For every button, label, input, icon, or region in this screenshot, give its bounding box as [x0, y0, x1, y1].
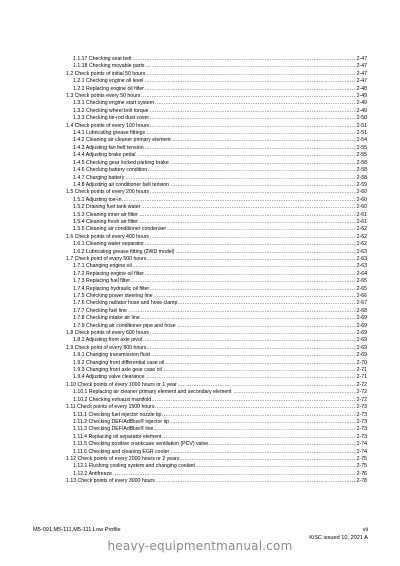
toc-entry[interactable]	[61, 323, 367, 330]
toc-entry-page: 2-55	[356, 144, 367, 151]
toc-entry-page: 2-69	[356, 322, 367, 329]
toc-entry-title: 1.12 Check points of every 2000 hours or 2 years	[61, 456, 180, 462]
toc-entry-page: 2-73	[356, 418, 367, 425]
toc-entry-page: 2-69	[356, 315, 367, 322]
toc-entry[interactable]	[61, 71, 367, 78]
toc-entry-title: 1.11.5 Checking positive crankcase ventilation (PCV) valve	[61, 441, 209, 447]
toc-entry[interactable]	[61, 241, 367, 248]
toc-entry-title: 1.4.8 Adjusting air conditioner belt tension	[61, 182, 170, 188]
toc-entry-title: 1.5.2 Draining fuel tank water	[61, 204, 141, 210]
toc-entry-page: 2-63	[356, 248, 367, 255]
toc-entry-title: 1.11.3 Checking DEF/AdBlue® line	[61, 426, 154, 432]
toc-entry-page: 2-47	[356, 70, 367, 77]
toc-entry[interactable]	[61, 330, 367, 337]
toc-entry-page: 2-62	[356, 233, 367, 240]
toc-entry[interactable]	[61, 189, 367, 196]
toc-entry-page: 2-70	[356, 359, 367, 366]
toc-entry-title: 1.7.1 Changing engine oil	[61, 263, 133, 269]
toc-entry-page: 2-78	[356, 478, 367, 485]
toc-entry-page: 2-62	[356, 241, 367, 248]
toc-entry[interactable]	[61, 86, 367, 93]
toc-entry-page: 2-73	[356, 411, 367, 418]
toc-entry[interactable]	[61, 367, 367, 374]
toc-entry-page: 2-65	[356, 285, 367, 292]
toc-entry-page: 2-60	[356, 204, 367, 211]
toc-entry-title: 1.4.5 Checking gear locked parking brake	[61, 160, 170, 166]
toc-entry-page: 2-74	[356, 441, 367, 448]
toc-entry-title: 1.9.4 Adjusting valve clearance	[61, 374, 146, 380]
toc-entry-title: 1.4.3 Adjusting fan belt tension	[61, 145, 145, 151]
toc-entry-page: 2-49	[356, 107, 367, 114]
toc-entry-title: 1.8 Check points of every 600 hours	[61, 330, 150, 336]
toc-entry-page: 2-69	[356, 330, 367, 337]
toc-entry-title: 1.9.3 Changing front axle gear case oil	[61, 367, 163, 373]
toc-entry[interactable]	[61, 137, 367, 144]
toc-entry-page: 2-58	[356, 159, 367, 166]
toc-entry[interactable]	[61, 56, 367, 63]
toc-entry[interactable]	[61, 263, 367, 270]
toc-entry-page: 2-61	[356, 211, 367, 218]
toc-entry-title: 1.6.2 Lubricating grease fitting (2WD model)	[61, 249, 176, 255]
toc-entry-page: 2-69	[356, 337, 367, 344]
toc-entry[interactable]	[61, 360, 367, 367]
toc-entry[interactable]	[61, 404, 367, 411]
toc-entry-title: 1.4.4 Adjusting brake pedal	[61, 152, 137, 158]
toc-entry[interactable]	[61, 463, 367, 470]
table-of-contents	[61, 56, 367, 486]
toc-entry[interactable]	[61, 197, 367, 204]
toc-entry[interactable]	[61, 63, 367, 70]
toc-entry-page: 2-69	[356, 344, 367, 351]
toc-entry[interactable]	[61, 434, 367, 441]
toc-entry[interactable]	[61, 337, 367, 344]
toc-entry-title: 1.3.3 Checking tie-rod dust cover	[61, 115, 150, 121]
toc-entry-title: 1.4.6 Checking battery condition	[61, 167, 148, 173]
toc-entry-title: 1.1.17 Checking seat belt	[61, 56, 133, 62]
toc-entry-title: 1.5 Check points of every 200 hours	[61, 189, 150, 195]
toc-entry[interactable]	[61, 123, 367, 130]
toc-entry-title: 1.11.2 Checking DEF/AdBlue® injector tip	[61, 419, 170, 425]
toc-entry-title: 1.3 Check points every 50 hours	[61, 93, 141, 99]
toc-entry-title: 1.5.4 Cleaning fresh air filter	[61, 219, 139, 225]
toc-entry[interactable]	[61, 278, 367, 285]
toc-entry-page: 2-51	[356, 122, 367, 129]
toc-entry-page: 2-71	[356, 374, 367, 381]
toc-entry-page: 2-72	[356, 396, 367, 403]
toc-entry-title: 1.4.2 Cleaning air cleaner primary element	[61, 137, 172, 143]
toc-entry-title: 1.10 Check points of every 1000 hours or 1 year	[61, 382, 178, 388]
toc-entry[interactable]	[61, 352, 367, 359]
toc-entry[interactable]	[61, 293, 367, 300]
toc-entry-page: 2-47	[356, 56, 367, 62]
toc-entry-page: 2-51	[356, 130, 367, 137]
toc-entry-title: 1.7.3 Replacing fuel filter	[61, 278, 131, 284]
toc-entry-title: 1.5.1 Adjusting toe-in	[61, 197, 122, 203]
toc-entry-page: 2-61	[356, 218, 367, 225]
toc-entry-page: 2-60	[356, 196, 367, 203]
toc-entry-title: 1.9 Check point of every 800 hours	[61, 345, 147, 351]
toc-entry-title: 1.7.9 Checking air conditioner pipe and hose	[61, 323, 177, 329]
toc-entry[interactable]	[61, 175, 367, 182]
toc-entry-title: 1.2 Check points of initial 50 hours	[61, 71, 146, 77]
toc-entry-page: 2-72	[356, 381, 367, 388]
toc-entry[interactable]	[61, 478, 367, 485]
toc-entry[interactable]	[61, 93, 367, 100]
toc-entry-title: 1.13 Check points of every 3000 hours	[61, 478, 156, 484]
toc-entry[interactable]	[61, 426, 367, 433]
toc-entry-title: 1.7.5 Checking power steering line	[61, 293, 154, 299]
toc-entry-page: 2-49	[356, 93, 367, 100]
toc-entry[interactable]	[61, 315, 367, 322]
toc-entry-page: 2-62	[356, 226, 367, 233]
toc-entry-page: 2-73	[356, 433, 367, 440]
toc-entry-title: 1.9.1 Changing transmission fluid	[61, 352, 151, 358]
toc-entry-title: 1.7.6 Checking radiator hose and hose clamp	[61, 300, 178, 306]
footer-issue: KiSC issued 10, 2021 A	[309, 535, 368, 541]
toc-entry-title: 1.6 Check points of every 400 hours	[61, 234, 150, 240]
toc-entry-page: 2-63	[356, 255, 367, 262]
toc-entry[interactable]	[61, 397, 367, 404]
toc-entry-page: 2-63	[356, 263, 367, 270]
toc-entry-page: 2-50	[356, 115, 367, 122]
toc-entry-page: 2-75	[356, 463, 367, 470]
toc-entry-title: 1.5.3 Cleaning inner air filter	[61, 212, 139, 218]
toc-entry-title: 1.3.2 Checking wheel bolt torque	[61, 108, 150, 114]
footer-page-number: vii	[362, 527, 368, 533]
toc-entry[interactable]	[61, 219, 367, 226]
toc-entry[interactable]	[61, 234, 367, 241]
toc-entry-page: 2-58	[356, 174, 367, 181]
toc-entry-page: 2-74	[356, 448, 367, 455]
toc-entry[interactable]	[61, 389, 367, 396]
toc-entry-title: 1.4.1 Lubricating grease fittings	[61, 130, 146, 136]
toc-entry[interactable]	[61, 419, 367, 426]
toc-entry-page: 2-66	[356, 293, 367, 299]
toc-entry-title: 1.6.1 Cleaning water separator	[61, 241, 145, 247]
footer-model: M5-091,M5-111,M5-111 Low Profile	[33, 527, 121, 533]
toc-entry-title: 1.10.1 Replacing air cleaner primary element and secondary element	[61, 389, 233, 395]
toc-entry-page: 2-73	[356, 426, 367, 433]
toc-entry[interactable]	[61, 256, 367, 263]
toc-entry-title: 1.11.4 Replacing oil separator element	[61, 434, 162, 440]
toc-entry[interactable]	[61, 78, 367, 85]
toc-entry[interactable]	[61, 412, 367, 419]
toc-entry[interactable]	[61, 108, 367, 115]
toc-entry-title: 1.3.1 Checking engine start system	[61, 100, 155, 106]
toc-entry-title: 1.11.6 Checking and cleaning EGR cooler	[61, 449, 170, 455]
toc-entry[interactable]	[61, 145, 367, 152]
toc-entry[interactable]	[61, 471, 367, 478]
toc-entry-title: 1.11.1 Checking fuel injector nozzle tip	[61, 412, 162, 418]
toc-entry-page: 2-59	[356, 181, 367, 188]
toc-entry-page: 2-67	[356, 300, 367, 307]
toc-entry[interactable]	[61, 167, 367, 174]
toc-entry-title: 1.11 Check points of every 1500 hours	[61, 404, 155, 410]
toc-entry-page: 2-71	[356, 367, 367, 374]
toc-entry[interactable]	[61, 382, 367, 389]
toc-entry-title: 1.7.7 Checking fuel line	[61, 308, 128, 314]
toc-entry-title: 1.7.4 Replacing hydraulic oil filter	[61, 286, 150, 292]
toc-entry-page: 2-72	[356, 389, 367, 396]
toc-entry-page: 2-69	[356, 352, 367, 359]
toc-entry[interactable]	[61, 130, 367, 137]
toc-entry[interactable]	[61, 308, 367, 315]
toc-entry-title: 1.8.1 Adjusting front axle pivot	[61, 337, 143, 343]
toc-entry-page: 2-65	[356, 278, 367, 285]
toc-entry-page: 2-58	[356, 167, 367, 174]
toc-entry-title: 1.7 Check point of every 500 hours	[61, 256, 147, 262]
toc-entry[interactable]	[61, 212, 367, 219]
toc-entry[interactable]	[61, 100, 367, 107]
toc-entry-page: 2-60	[356, 189, 367, 196]
toc-entry-title: 1.7.8 Checking intake air line	[61, 315, 141, 321]
toc-entry-title: 1.10.2 Checking exhaust manifold	[61, 397, 152, 403]
toc-entry[interactable]	[61, 345, 367, 352]
toc-entry-title: 1.12.2 Antifreeze	[61, 471, 113, 477]
toc-entry-title: 1.7.2 Replacing engine oil filter	[61, 271, 145, 277]
toc-entry-title: 1.4.7 Charging battery	[61, 175, 125, 181]
toc-entry-title: 1.4 Check points of every 100 hours	[61, 123, 150, 129]
toc-entry-title: 1.9.2 Changing front differential case oil	[61, 360, 165, 366]
toc-entry[interactable]	[61, 226, 367, 233]
toc-entry-page: 2-76	[356, 470, 367, 477]
toc-entry-page: 2-47	[356, 78, 367, 85]
toc-entry[interactable]	[61, 271, 367, 278]
toc-entry-title: 1.1.18 Checking movable parts	[61, 63, 146, 69]
toc-entry-page: 2-73	[356, 404, 367, 411]
toc-entry[interactable]	[61, 456, 367, 463]
toc-entry-page: 2-75	[356, 455, 367, 462]
toc-entry-title: 1.2.2 Replacing engine oil filter	[61, 86, 145, 92]
toc-entry-page: 2-49	[356, 100, 367, 107]
toc-entry[interactable]	[61, 160, 367, 167]
toc-entry-page: 2-47	[356, 63, 367, 70]
toc-entry-title: 1.5.5 Cleaning air conditioner condenser	[61, 226, 167, 232]
toc-entry-title: 1.2.1 Checking engine oil level	[61, 78, 144, 84]
toc-entry-page: 2-54	[356, 137, 367, 144]
toc-entry[interactable]	[61, 249, 367, 256]
toc-entry-page: 2-64	[356, 270, 367, 277]
watermark: heavy-equipmentmanual.com	[107, 539, 293, 553]
toc-entry[interactable]	[61, 449, 367, 456]
toc-entry[interactable]	[61, 115, 367, 122]
toc-entry-title: 1.12.1 Flushing cooling system and changing coolant	[61, 463, 196, 469]
toc-entry[interactable]	[61, 182, 367, 189]
toc-entry[interactable]	[61, 152, 367, 159]
toc-entry[interactable]	[61, 204, 367, 211]
toc-entry-page: 2-55	[356, 152, 367, 159]
toc-entry-page: 2-68	[356, 307, 367, 314]
toc-entry[interactable]	[61, 286, 367, 293]
toc-entry[interactable]	[61, 441, 367, 448]
toc-entry[interactable]	[61, 300, 367, 307]
toc-entry[interactable]	[61, 374, 367, 381]
toc-entry-page: 2-48	[356, 85, 367, 92]
